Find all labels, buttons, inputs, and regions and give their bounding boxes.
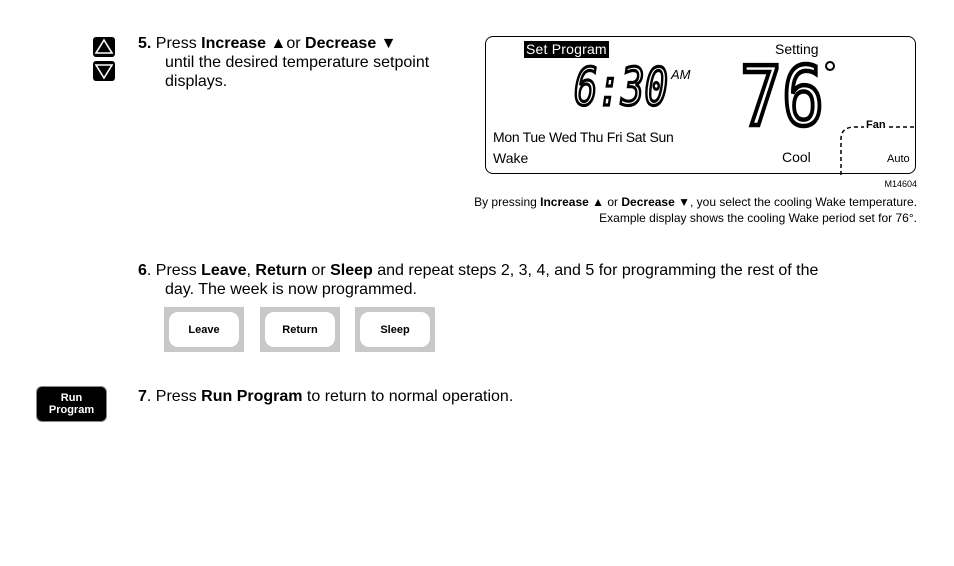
step-6: 6. Press Leave, Return or Sleep and repeat steps 2, 3, 4, and 5 for programming the rest of the day. The week is now programmed. [138,262,819,298]
down-triangle-glyph: ▼ [380,35,397,52]
step-5: 5. Press Increase ▲or Decrease ▼ until the desired temperature setpoint displays. [138,35,430,90]
set-program-indicator: Set Program [526,41,607,57]
time-readout [574,61,670,109]
up-arrow-icon [93,37,115,57]
sleep-button[interactable] [355,307,435,352]
period-indicator: Wake [493,150,529,166]
degree-symbol [825,61,835,71]
sleep-button-label: Sleep [360,312,430,347]
step-number: 5. [138,35,152,52]
caption-line-1: By pressing Increase ▲ or Decrease ▼, you select the cooling Wake temperature. [474,195,917,209]
thermostat-display [485,36,916,174]
svg-text:76: 76 [740,57,824,129]
fan-mode-indicator: Auto [887,153,910,165]
system-mode-indicator: Cool [782,149,811,165]
svg-text:6:30: 6:30 [574,61,668,109]
decrease-label: Decrease [305,35,377,52]
up-triangle-glyph: ▲ [270,35,287,52]
fan-indicator: Fan [866,119,886,131]
step-7: 7. Press Run Program to return to normal operation. [138,388,514,405]
return-button-label: Return [265,312,335,347]
leave-button-label: Leave [169,312,239,347]
temperature-readout [740,57,826,129]
return-button[interactable] [260,307,340,352]
figure-id: M14604 [884,179,917,189]
weekday-list: Mon Tue Wed Thu Fri Sat Sun [493,129,674,145]
increase-label: Increase [201,35,267,52]
setting-indicator: Setting [775,41,819,57]
down-arrow-icon [93,61,115,81]
run-program-button[interactable]: Run Program [36,386,107,422]
am-pm-indicator: AM [671,67,691,82]
caption-line-2: Example display shows the cooling Wake period set for 76°. [599,211,917,225]
leave-button[interactable] [164,307,244,352]
